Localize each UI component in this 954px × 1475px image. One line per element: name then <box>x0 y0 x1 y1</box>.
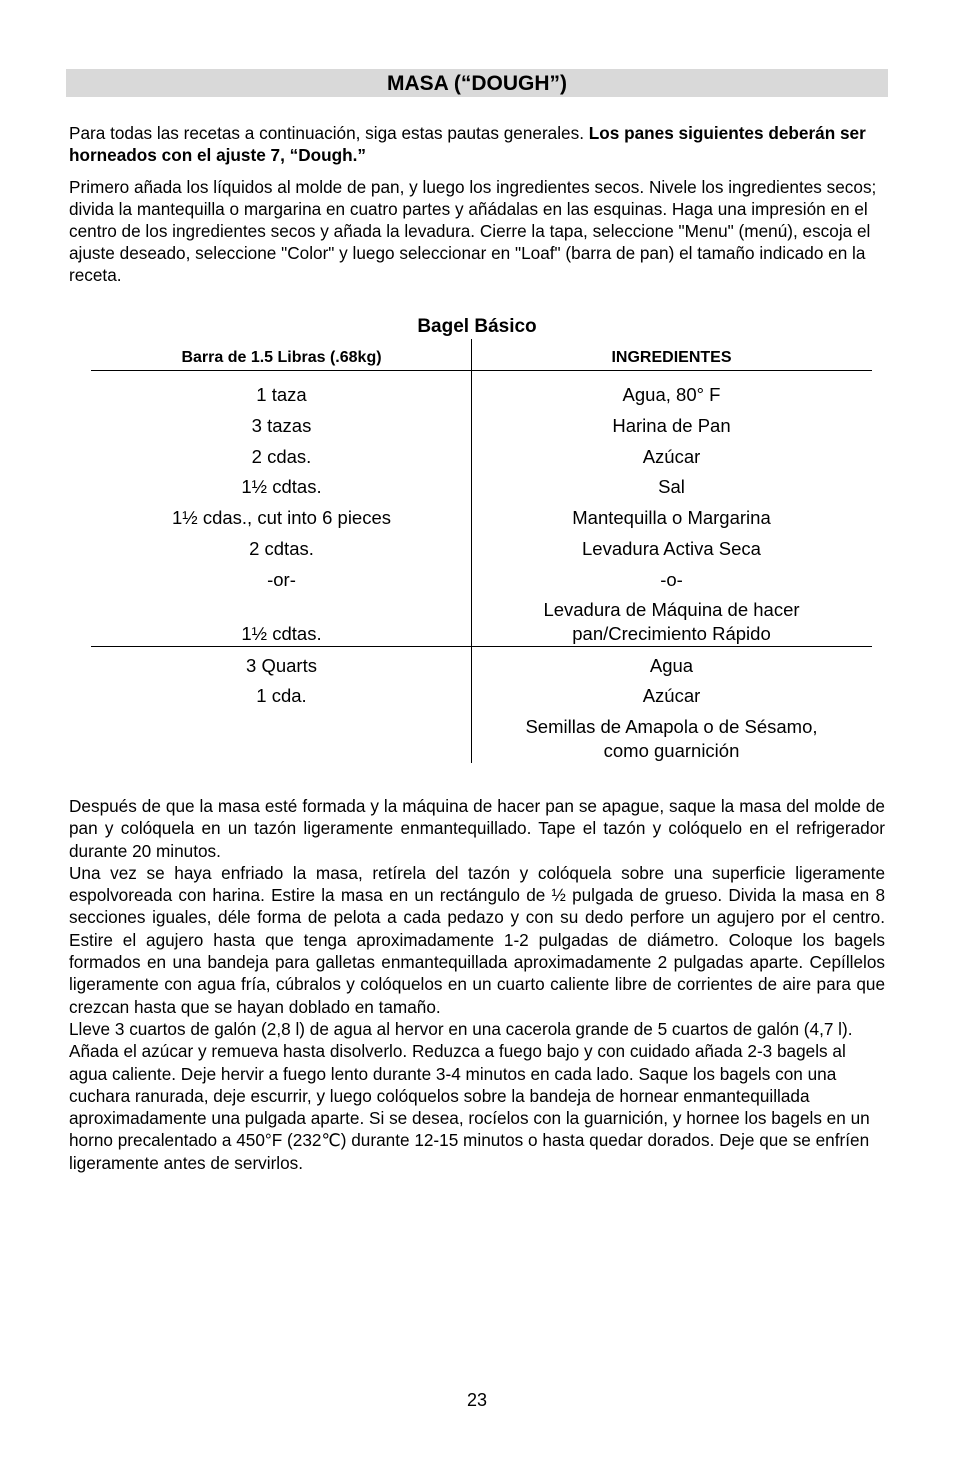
instructions-paragraph: Después de que la masa esté formada y la máquina de hacer pan se apague, saque la masa del molde de pan y colóquela en un tazón ligeramente enmantequillado. Tape el tazón y colóquelo en el refrigerador durante 20 minutos. <box>69 796 885 861</box>
table-cell-ingredient: Levadura Activa Seca <box>582 538 761 559</box>
table-cell-ingredient: Harina de Pan <box>612 415 731 436</box>
table-cell-amount: 2 cdas. <box>251 446 312 467</box>
recipe-title: Bagel Básico <box>417 316 537 337</box>
intro-bold-text: Los panes siguientes deberán ser horneados con el ajuste 7, “Dough.” <box>69 123 866 165</box>
table-cell-ingredient: Levadura de Máquina de hacer <box>543 599 800 620</box>
table-cell-amount: 3 Quarts <box>246 655 317 676</box>
method-paragraph: Primero añada los líquidos al molde de pan, y luego los ingredientes secos. Nivele los ingredientes secos; divida la mantequilla o margarina en cuatro partes y añádalas en las esquinas. Haga una impresión en el centro de los ingredientes secos y añada la levadura. Cierre la tapa, seleccione "Menu" (menú), escoja el ajuste deseado, seleccione "Color" y luego seleccionar en "Loaf" (barra de pan) el tamaño indicado en la receta. <box>69 177 877 285</box>
table-cell-ingredient: Mantequilla o Margarina <box>572 507 771 528</box>
section-title: MASA (“DOUGH”) <box>66 69 888 97</box>
instructions-block <box>69 795 885 1174</box>
table-cell-amount: -or- <box>267 569 296 590</box>
table-cell-ingredient: Azúcar <box>642 446 701 467</box>
table-cell-ingredient: Azúcar <box>642 685 701 706</box>
instructions-paragraph: Lleve 3 cuartos de galón (2,8 l) de agua al hervor en una cacerola grande de 5 cuartos de galón (4,7 l). Añada el azúcar y remueva hasta disolverlo. Reduzca a fuego bajo y con cuidado añada 2-3 bagels al agua caliente. Deje hervir a fuego lento durante 3-4 minutos en cada lado. Saque los bagels con una cuchara ranurada, deje escurrir, y luego colóquelos sobre la bandeja de hornear enmantequillada aproximadamente una pulgada aparte. Si se desea, rocíelos con la guarnición, y hornee los bagels en un horno precalentado a 450°F (232℃) durante 12-15 minutos o hasta quedar dorados. Deje que se enfríen ligeramente antes de servirlos. <box>69 1018 870 1173</box>
table-cell-ingredient: Sal <box>658 476 685 497</box>
table-cell-amount: 1 cda. <box>256 685 307 706</box>
table-cell-ingredient: -o- <box>660 569 683 590</box>
column-header-ingredients: INGREDIENTES <box>611 349 732 366</box>
intro-paragraph <box>69 122 885 166</box>
table-cell-ingredient: Semillas de Amapola o de Sésamo, <box>525 716 818 737</box>
table-cell-ingredient: pan/Crecimiento Rápido <box>572 623 771 644</box>
intro-text: Para todas las recetas a continuación, siga estas pautas generales. <box>69 123 589 143</box>
table-cell-amount: 1½ cdtas. <box>241 476 322 497</box>
instructions-paragraph: Una vez se haya enfriado la masa, retírela del tazón y colóquela sobre una superficie ligeramente espolvoreada con harina. Estire la masa en un rectángulo de ½ pulgada de grueso. Divida la masa en 8 secciones iguales, déle forma de pelota a cada pedazo y con su dedo perfore un agujero por el centro. Estire el agujero hasta que tenga aproximadamente 1-2 pulgadas de diámetro. Coloque los bagels formados en una bandeja para galletas enmantequillada aproximadamente 2 pulgadas aparte. Cepíllelos ligeramente con agua fría, cúbralos y colóquelos en un cuarto caliente libre de corrientes de aire para que crezcan hasta que se hayan doblado en tamaño. <box>69 862 885 1017</box>
table-divider-rule <box>91 646 872 647</box>
table-cell-ingredient: Agua <box>649 655 694 676</box>
table-cell-amount: 1½ cdtas. <box>241 623 322 644</box>
table-cell-ingredient: Agua, 80° F <box>622 384 721 405</box>
page-number: 23 <box>466 1390 488 1410</box>
table-cell-ingredient: como guarnición <box>603 740 740 761</box>
table-header-rule <box>91 370 872 371</box>
table-cell-amount: 1 taza <box>256 384 307 405</box>
table-cell-amount: 3 tazas <box>251 415 312 436</box>
table-cell-amount: 2 cdtas. <box>249 538 314 559</box>
column-header-amount: Barra de 1.5 Libras (.68kg) <box>181 349 382 366</box>
table-cell-amount: 1½ cdas., cut into 6 pieces <box>171 507 392 528</box>
